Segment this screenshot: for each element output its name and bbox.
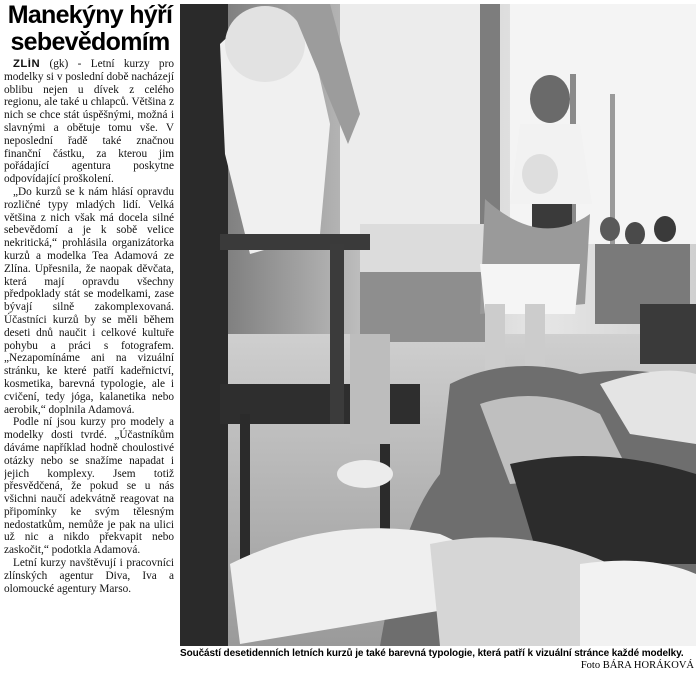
- article-dateline: ZLÍN: [13, 58, 41, 70]
- article-body: [4, 58, 174, 678]
- article-paragraph-2: „Do kurzů se k nám hlásí opravdu rozličné typy mladých lidí. Velká většina z nich však má docela silné sebevědomí a je k sobě velice nekritická,“ prohlásila organizátorka kurzů a modelka Tea Adamová ze Zlína. Upřesnila, že naopak děvčata, která mají opravdu všechny předpoklady stát se modelkami, zase bývají silně zakomplexovaná. Účastníci kurzů by se měli během deseti dnů naučit i celkové kultuře pohybu a práci s fotografem. „Nezapomínáme ani na vizuální stránku, ke které patří kadeřnictví, kosmetika, barevná typologie, ale i cvičení, tedy jóga, kalanetika nebo aerobik,“ doplnila Adamová.: [4, 185, 174, 416]
- article-paragraph-4: Letní kurzy navštěvují i pracovníci zlínských agentur Diva, Iva a olomoucké agentury Marso.: [4, 557, 174, 595]
- photo-caption: Součástí desetidenních letních kurzů je také barevná typologie, která patří k vizuální stránce každé modelky.: [180, 648, 684, 659]
- article-paragraph-3: Podle ní jsou kurzy pro modely a modelky dosti tvrdé. „Účastníkům dáváme například hodně choulostivé otázky nebo se snažíme napadat i jejich komplexy. Jsem totiž přesvědčená, že pokud se u nás všichni naučí adekvátně reagovat na připomínky ke svým tělesným nedostatkům, nemůže je pak na ulici už nic a nikdo překvapit nebo zaskočit,“ podotkla Adamová.: [4, 416, 174, 557]
- article-photo: [180, 4, 696, 646]
- photo-credit: Foto BÁRA HORÁKOVÁ: [580, 660, 694, 671]
- photo-illustration: [180, 4, 696, 646]
- article-paragraph-1-text: (gk) - Letní kurzy pro modelky si v poslední době nacházejí oblibu nejen u dívek z celého regionu, ale také u chlapců. Většina z nich se chce stát úspěšnými, možná i slavnými a obětuje tomu vše. V neposlední řadě také značnou finanční částku, za kterou jim pořádající agentura poskytne odpovídající proškolení.: [4, 58, 174, 186]
- article-headline: Manekýny hýří sebevědomím: [7, 1, 173, 56]
- article-paragraph-1: [4, 58, 174, 186]
